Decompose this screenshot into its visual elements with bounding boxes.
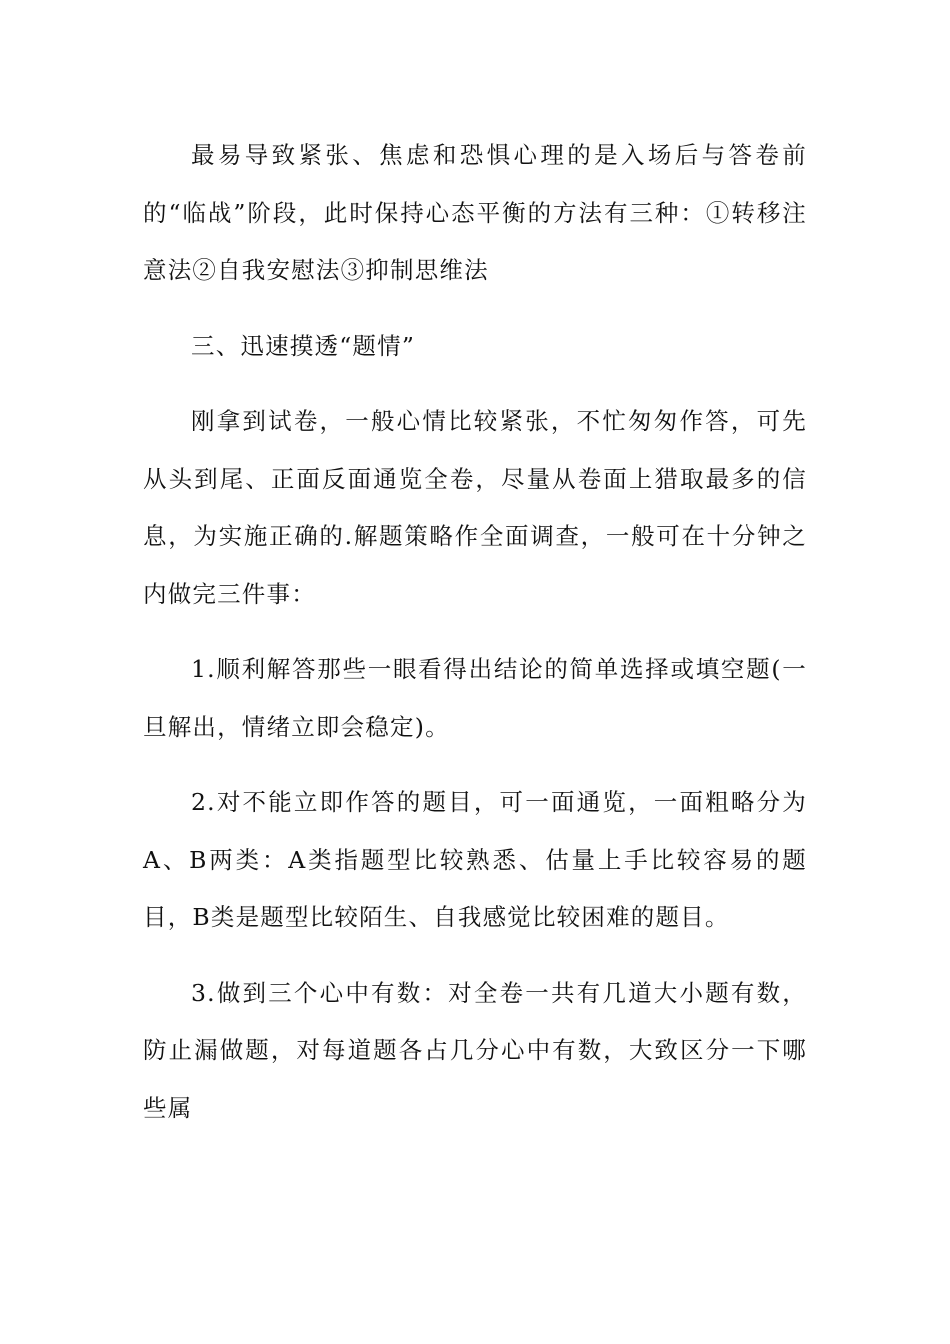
paragraph-browse-paper: 刚拿到试卷，一般心情比较紧张，不忙匆匆作答，可先从头到尾、正面反面通览全卷，尽量从卷面上猎取最多的信息，为实施正确的.解题策略作全面调查，一般可在十分钟之内做完三件事： (143, 406, 807, 608)
list-item-3: 3.做到三个心中有数：对全卷一共有几道大小题有数，防止漏做题，对每道题各占几分心中有数，大致区分一下哪些属 (143, 978, 807, 1123)
list-item-1: 1.顺利解答那些一眼看得出结论的简单选择或填空题(一旦解出，情绪立即会稳定)。 (143, 655, 807, 741)
paragraph-exam-anxiety: 最易导致紧张、焦虑和恐惧心理的是入场后与答卷前的“临战”阶段，此时保持心态平衡的方法有三种：①转移注意法②自我安慰法③抑制思维法 (143, 141, 807, 285)
section-heading-3: 三、迅速摸透“题情” (191, 331, 416, 360)
list-item-2: 2.对不能立即作答的题目，可一面通览，一面粗略分为A、B两类：A类指题型比较熟悉、估量上手比较容易的题目，B类是题型比较陌生、自我感觉比较困难的题目。 (143, 788, 807, 932)
document-body (143, 127, 807, 1155)
